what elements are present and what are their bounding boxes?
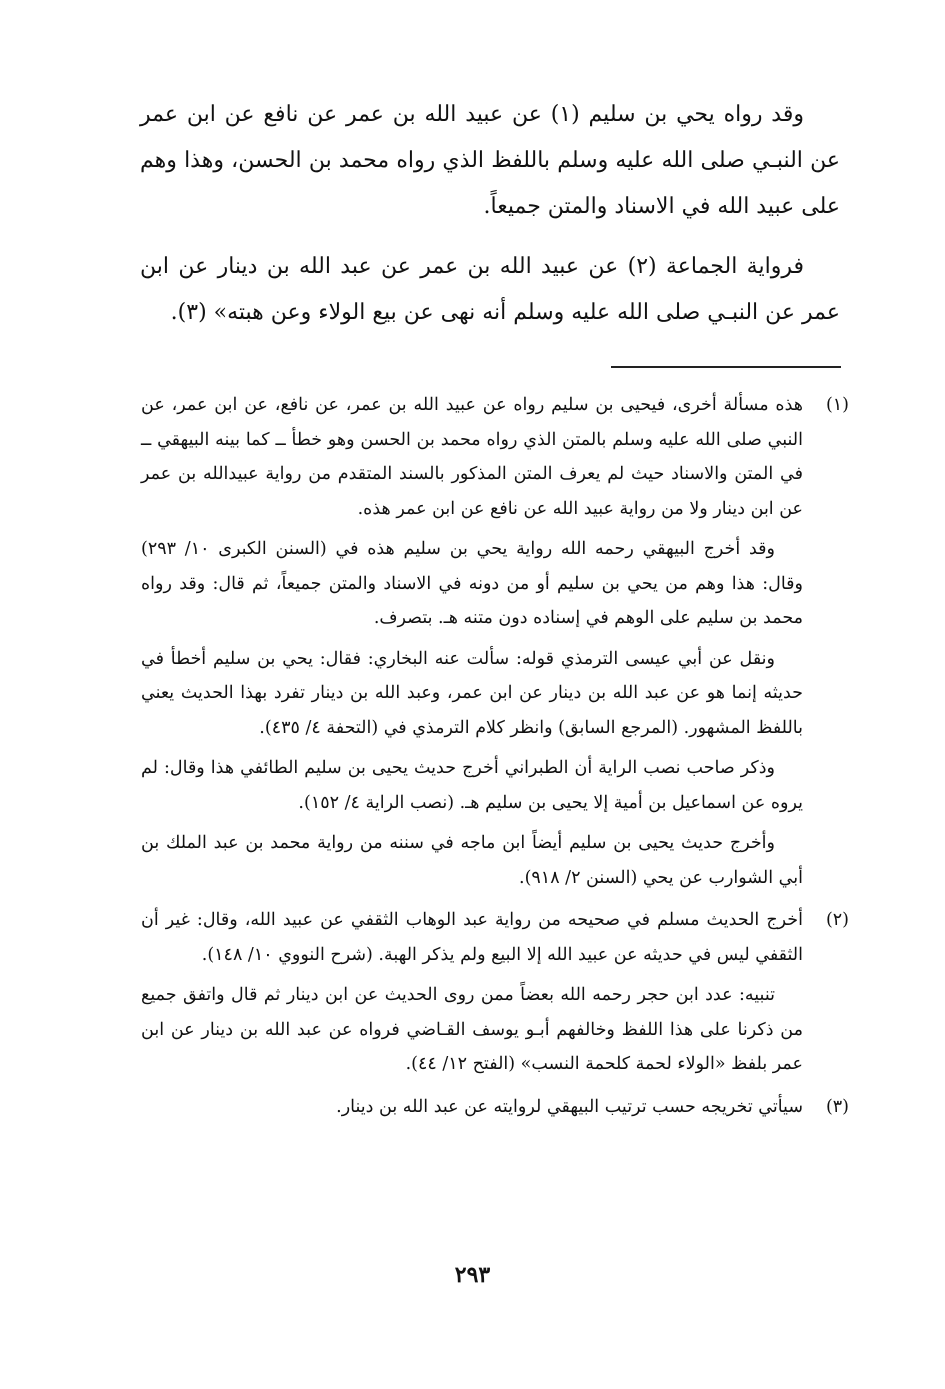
footnote-paragraph: هذه مسألة أخرى، فيحيى بن سليم رواه عن عبيد الله بن عمر، عن نافع، عن ابن عمر، عن النبي صلى الله عليه وسلم بالمتن الذي رواه محمد بن الحسن وهو خطأ ــ كما بينه البيهقي ــ في المتن والاسناد حيث لم يعرف المتن المذكور بالسند المتقدم من رواية عبيدالله بن عمر عن ابن دينار ولا من رواية عبيد الله عن نافع عن ابن عمر هذه. [141, 395, 803, 519]
footnote-number: (٣) [825, 1096, 849, 1117]
footnote-1 [141, 388, 849, 901]
footnote-paragraph: تنبيه: عدد ابن حجر رحمه الله بعضاً ممن روى الحديث عن ابن دينار ثم قال واتفق جميع من ذكرنا على هذا اللفظ وخالفهم أبـو يوسف القـاضي فرواه عن عبد الله بن دينار عن ابن عمر بلفظ «الولاء لحمة كلحمة النسب» (الفتح ١٢/ ٤٤). [141, 985, 803, 1074]
footnote-paragraph: وقد أخرج البيهقي رحمه الله رواية يحي بن سليم هذه في (السنن الكبرى ١٠/ ٢٩٣) وقال: هذا وهم من يحي بن سليم أو من دونه في الاسناد والمتن جميعاً، ثم قال: وقد رواه محمد بن سليم على الوهم في إسناده دون متنه هـ. بتصرف. [141, 539, 803, 628]
footnote-divider [611, 366, 841, 368]
footnote-2 [141, 903, 849, 1088]
footnote-paragraph: أخرج الحديث مسلم في صحيحه من رواية عبد الوهاب الثقفي عن عبيد الله، وقال: غير أن الثقفي ليس في حديثه عن عبيد الله إلا البيع ولم يذكر الهبة. (شرح النووي ١٠/ ١٤٨). [141, 910, 803, 965]
footnote-paragraph: سيأتي تخريجه حسب ترتيب البيهقي لروايته عن عبد الله بن دينار. [336, 1096, 803, 1117]
main-paragraph: وقد رواه يحي بن سليم (١) عن عبيد الله بن عمر عن نافع عن ابن عمر عن النبـي صلى الله عليه وسلم باللفظ الذي رواه محمد بن الحسن، وهذا وهم على عبيد الله في الاسناد والمتن جميعاً. [140, 102, 840, 219]
footnote-number: (٢) [825, 910, 849, 930]
footnote-3 [141, 1090, 849, 1131]
footnote-body [141, 1090, 803, 1131]
footnote-paragraph: وأخرج حديث يحيى بن سليم أيضاً ابن ماجه في سننه من رواية محمد بن عبد الملك بن أبي الشوارب عن يحي (السنن ٢/ ٩١٨). [141, 833, 803, 888]
footnotes [141, 388, 849, 1132]
footnote-number: (١) [825, 395, 849, 415]
footnote-paragraph: وذكر صاحب نصب الراية أن الطبراني أخرج حديث يحيى بن سليم الطائفي هذا وقال: لم يروه عن اسماعيل بن أمية إلا يحيى بن سليم هـ. (نصب الراية ٤/ ١٥٢). [141, 758, 803, 813]
footnote-body [141, 388, 803, 901]
footnote-body [141, 903, 803, 1088]
footnote-paragraph: ونقل عن أبي عيسى الترمذي قوله: سألت عنه البخاري: فقال: يحي بن سليم أخطأ في حديثه إنما هو عن عبد الله بن دينار عن ابن عمر، وعبد الله بن دينار تفرد بهذا الحديث يعني باللفظ المشهور. (المرجع السابق) وانظر كلام الترمذي في (التحفة ٤/ ٤٣٥). [141, 648, 803, 738]
page-number: ٢٩٣ [454, 1262, 491, 1288]
main-text [140, 92, 840, 350]
main-paragraph: فرواية الجماعة (٢) عن عبيد الله بن عمر عن عبد الله بن دينار عن ابن عمر عن النبـي صلى الله عليه وسلم أنه نهى عن بيع الولاء وعن هبته» (٣). [140, 254, 840, 325]
